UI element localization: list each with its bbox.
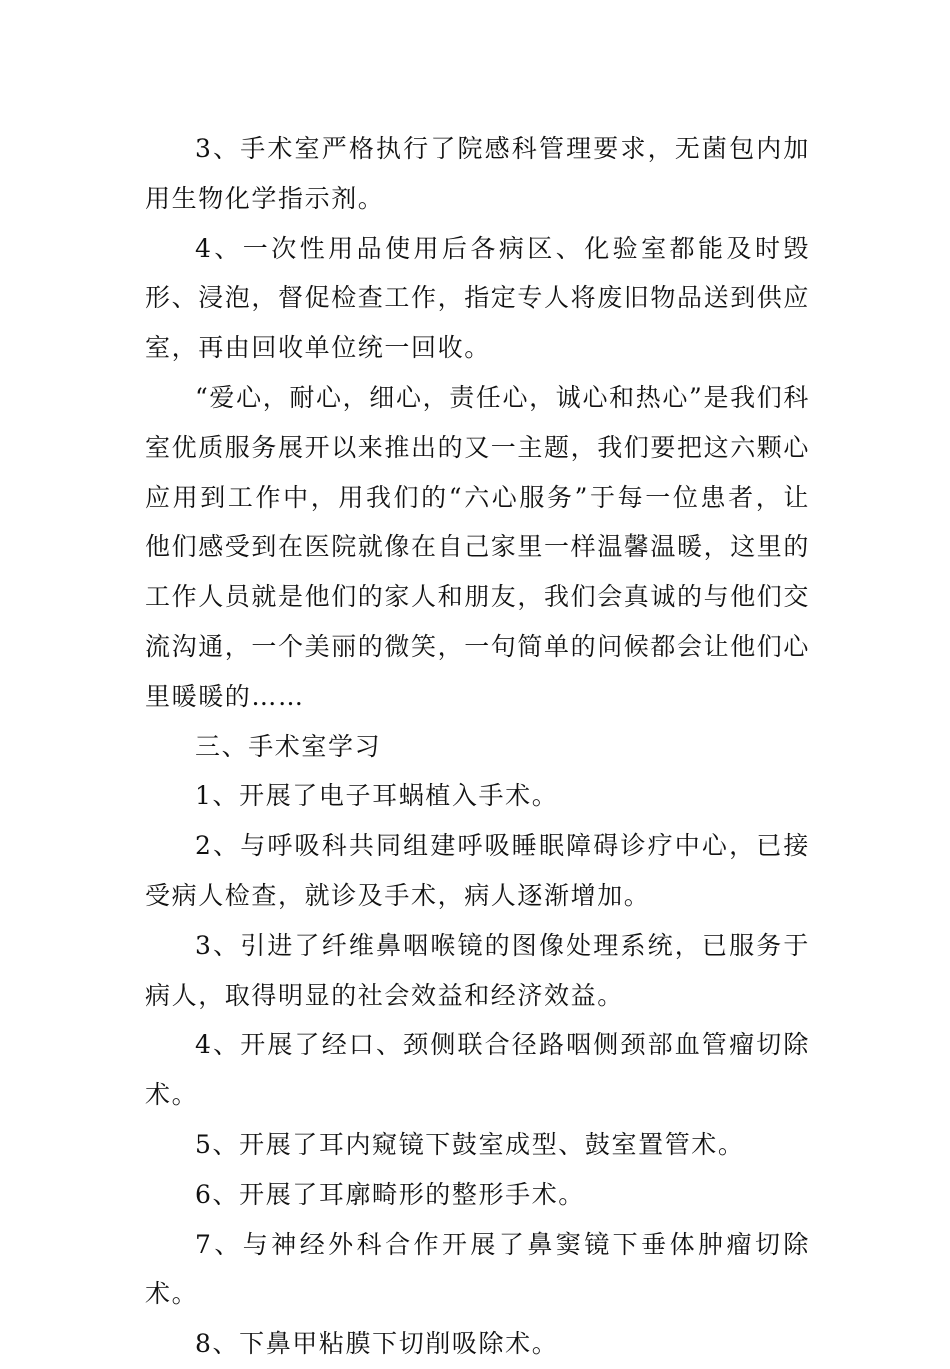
list-item-5: 5、开展了耳内窥镜下鼓室成型、鼓室置管术。 — [195, 1129, 745, 1159]
paragraph-six-hearts-service: “爱心，耐心，细心，责任心，诚心和热心”是我们科室优质服务展开以来推出的又一主题，我们要把这六颗心应用到工作中，用我们的“六心服务”于每一位患者，让他们感受到在医院就像在自己家里一样温馨温暖，这里的工作人员就是他们的家人和朋友，我们会真诚的与他们交流沟通，一个美丽的微笑，一句简单的问候都会让他们心里暖暖的…… — [145, 382, 811, 711]
list-item-3: 3、引进了纤维鼻咽喉镜的图像处理系统，已服务于病人，取得明显的社会效益和经济效益。 — [145, 930, 810, 1010]
document-body — [145, 124, 810, 1369]
paragraph-disinfection-indicator: 3、手术室严格执行了院感科管理要求，无菌包内加用生物化学指示剂。 — [145, 134, 810, 213]
section-heading-learning: 三、手术室学习 — [195, 731, 382, 761]
list-item-6: 6、开展了耳廓畸形的整形手术。 — [195, 1179, 585, 1209]
list-item-8: 8、下鼻甲粘膜下切削吸除术。 — [195, 1329, 559, 1359]
list-item-7: 7、与神经外科合作开展了鼻窦镜下垂体肿瘤切除术。 — [145, 1229, 810, 1309]
list-item-1: 1、开展了电子耳蜗植入手术。 — [195, 781, 559, 811]
list-item-2: 2、与呼吸科共同组建呼吸睡眠障碍诊疗中心，已接受病人检查，就诊及手术，病人逐渐增加。 — [145, 831, 810, 910]
paragraph-disposable-items: 4、一次性用品使用后各病区、化验室都能及时毁形、浸泡，督促检查工作，指定专人将废旧物品送到供应室，再由回收单位统一回收。 — [145, 233, 811, 363]
list-item-4: 4、开展了经口、颈侧联合径路咽侧颈部血管瘤切除术。 — [145, 1030, 810, 1110]
